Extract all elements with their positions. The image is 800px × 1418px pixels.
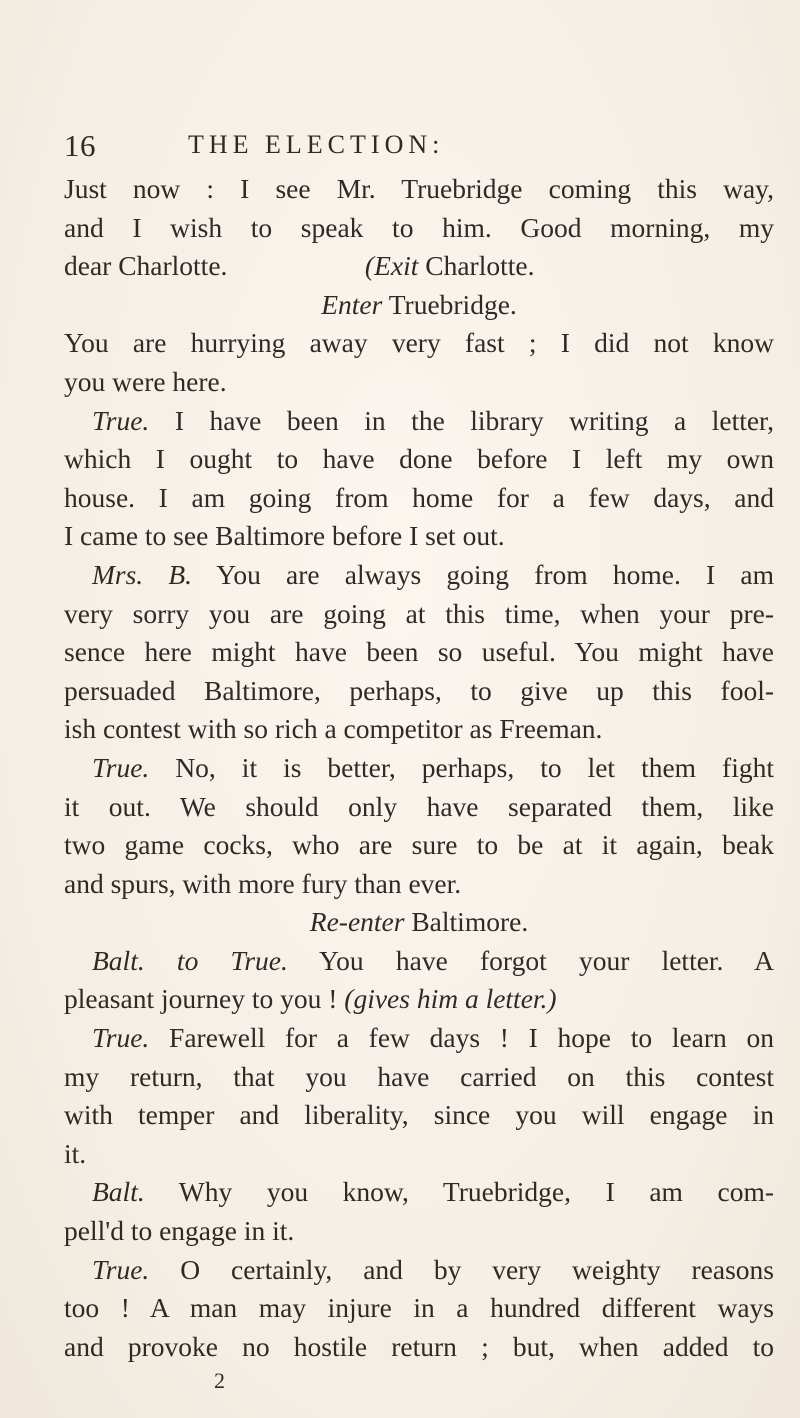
text-segment: Farewell for a few days ! I hope to learn on — [149, 1022, 774, 1054]
text-segment: too ! A man may injure in a hundred different ways — [64, 1292, 774, 1324]
text-line — [64, 1135, 774, 1174]
text-segment: pell'd to engage in it. — [64, 1215, 295, 1247]
text-line — [64, 788, 774, 827]
text-line — [64, 402, 774, 441]
text-segment: True. — [92, 404, 150, 436]
text-segment: you were here. — [64, 365, 227, 397]
text-segment: I have been in the library writing a letter, — [149, 404, 774, 436]
text-segment: and provoke no hostile return ; but, when added to — [64, 1330, 774, 1362]
text-line — [64, 479, 774, 518]
text-segment: Re-enter — [309, 906, 405, 938]
text-segment: two game cocks, who are sure to be at it again, beak — [64, 829, 774, 861]
text-line — [64, 363, 774, 402]
text-segment: You are hurrying away very fast ; I did not know — [64, 327, 774, 359]
page-number: 16 — [64, 128, 96, 163]
text-line — [64, 1251, 774, 1290]
text-line — [64, 710, 774, 749]
text-line — [64, 1328, 774, 1367]
text-segment: True. — [92, 751, 150, 783]
text-line — [64, 556, 774, 595]
text-line — [64, 170, 774, 209]
text-segment: Just now : I see Mr. Truebridge coming this way, — [64, 173, 774, 204]
signature-mark: 2 — [214, 1368, 225, 1393]
text-line — [64, 1019, 774, 1058]
text-segment: Mrs. B. — [92, 558, 193, 590]
text-line — [64, 865, 774, 904]
body-text — [64, 170, 774, 1366]
text-line — [64, 672, 774, 711]
text-segment: and spurs, with more fury than ever. — [64, 867, 462, 899]
text-line — [64, 1173, 774, 1212]
text-segment: Balt. — [92, 1176, 145, 1208]
text-segment: I came to see Baltimore before I set out. — [64, 520, 505, 552]
text-segment: dear Charlotte. — [64, 250, 228, 282]
text-line — [64, 1212, 774, 1251]
text-line — [64, 826, 774, 865]
text-line — [64, 440, 774, 479]
text-segment: Balt. to True. — [92, 944, 288, 976]
text-line — [64, 595, 774, 634]
text-segment: Why you know, Truebridge, I am com- — [144, 1176, 774, 1208]
text-segment: with temper and liberality, since you will engage in — [64, 1099, 774, 1131]
text-segment: Truebridge. — [382, 288, 517, 320]
text-line — [64, 286, 774, 325]
text-segment: You are always going from home. I am — [192, 558, 774, 590]
text-line — [64, 749, 774, 788]
text-line — [64, 517, 774, 556]
text-segment: and I wish to speak to him. Good morning, my — [64, 211, 774, 243]
page-header — [64, 128, 744, 168]
text-line — [64, 247, 774, 286]
text-segment: Enter — [321, 288, 383, 320]
text-line — [64, 633, 774, 672]
text-segment: pleasant journey to you ! — [64, 983, 345, 1015]
text-line — [64, 209, 774, 248]
text-segment: persuaded Baltimore, perhaps, to give up this fool- — [64, 674, 774, 706]
text-line — [64, 903, 774, 942]
text-segment: it out. We should only have separated them, like — [64, 790, 774, 822]
text-segment: Baltimore. — [404, 906, 529, 938]
text-line — [64, 1058, 774, 1097]
text-line — [64, 980, 774, 1019]
text-segment: (gives him a letter.) — [344, 983, 557, 1015]
text-segment: sence here might have been so useful. You might have — [64, 636, 774, 668]
text-segment: it. — [64, 1137, 87, 1169]
text-segment: You have forgot your letter. A — [287, 944, 774, 976]
text-line — [64, 1289, 774, 1328]
text-line — [64, 942, 774, 981]
text-segment: very sorry you are going at this time, when your pre- — [64, 597, 774, 629]
running-head: THE ELECTION: — [188, 130, 445, 159]
text-segment: house. I am going from home for a few days, and — [64, 481, 774, 513]
text-segment: which I ought to have done before I left my own — [64, 443, 774, 475]
text-segment: my return, that you have carried on this contest — [64, 1060, 774, 1092]
text-segment: Charlotte. — [418, 250, 535, 282]
text-segment: True. — [92, 1253, 150, 1285]
text-segment: No, it is better, perhaps, to let them fight — [149, 751, 774, 783]
text-segment: True. — [92, 1022, 150, 1054]
text-segment: ish contest with so rich a competitor as Freeman. — [64, 713, 603, 745]
text-segment: O certainly, and by very weighty reasons — [149, 1253, 774, 1285]
text-line — [64, 324, 774, 363]
text-line — [64, 1096, 774, 1135]
text-segment: (Exit — [227, 250, 419, 282]
